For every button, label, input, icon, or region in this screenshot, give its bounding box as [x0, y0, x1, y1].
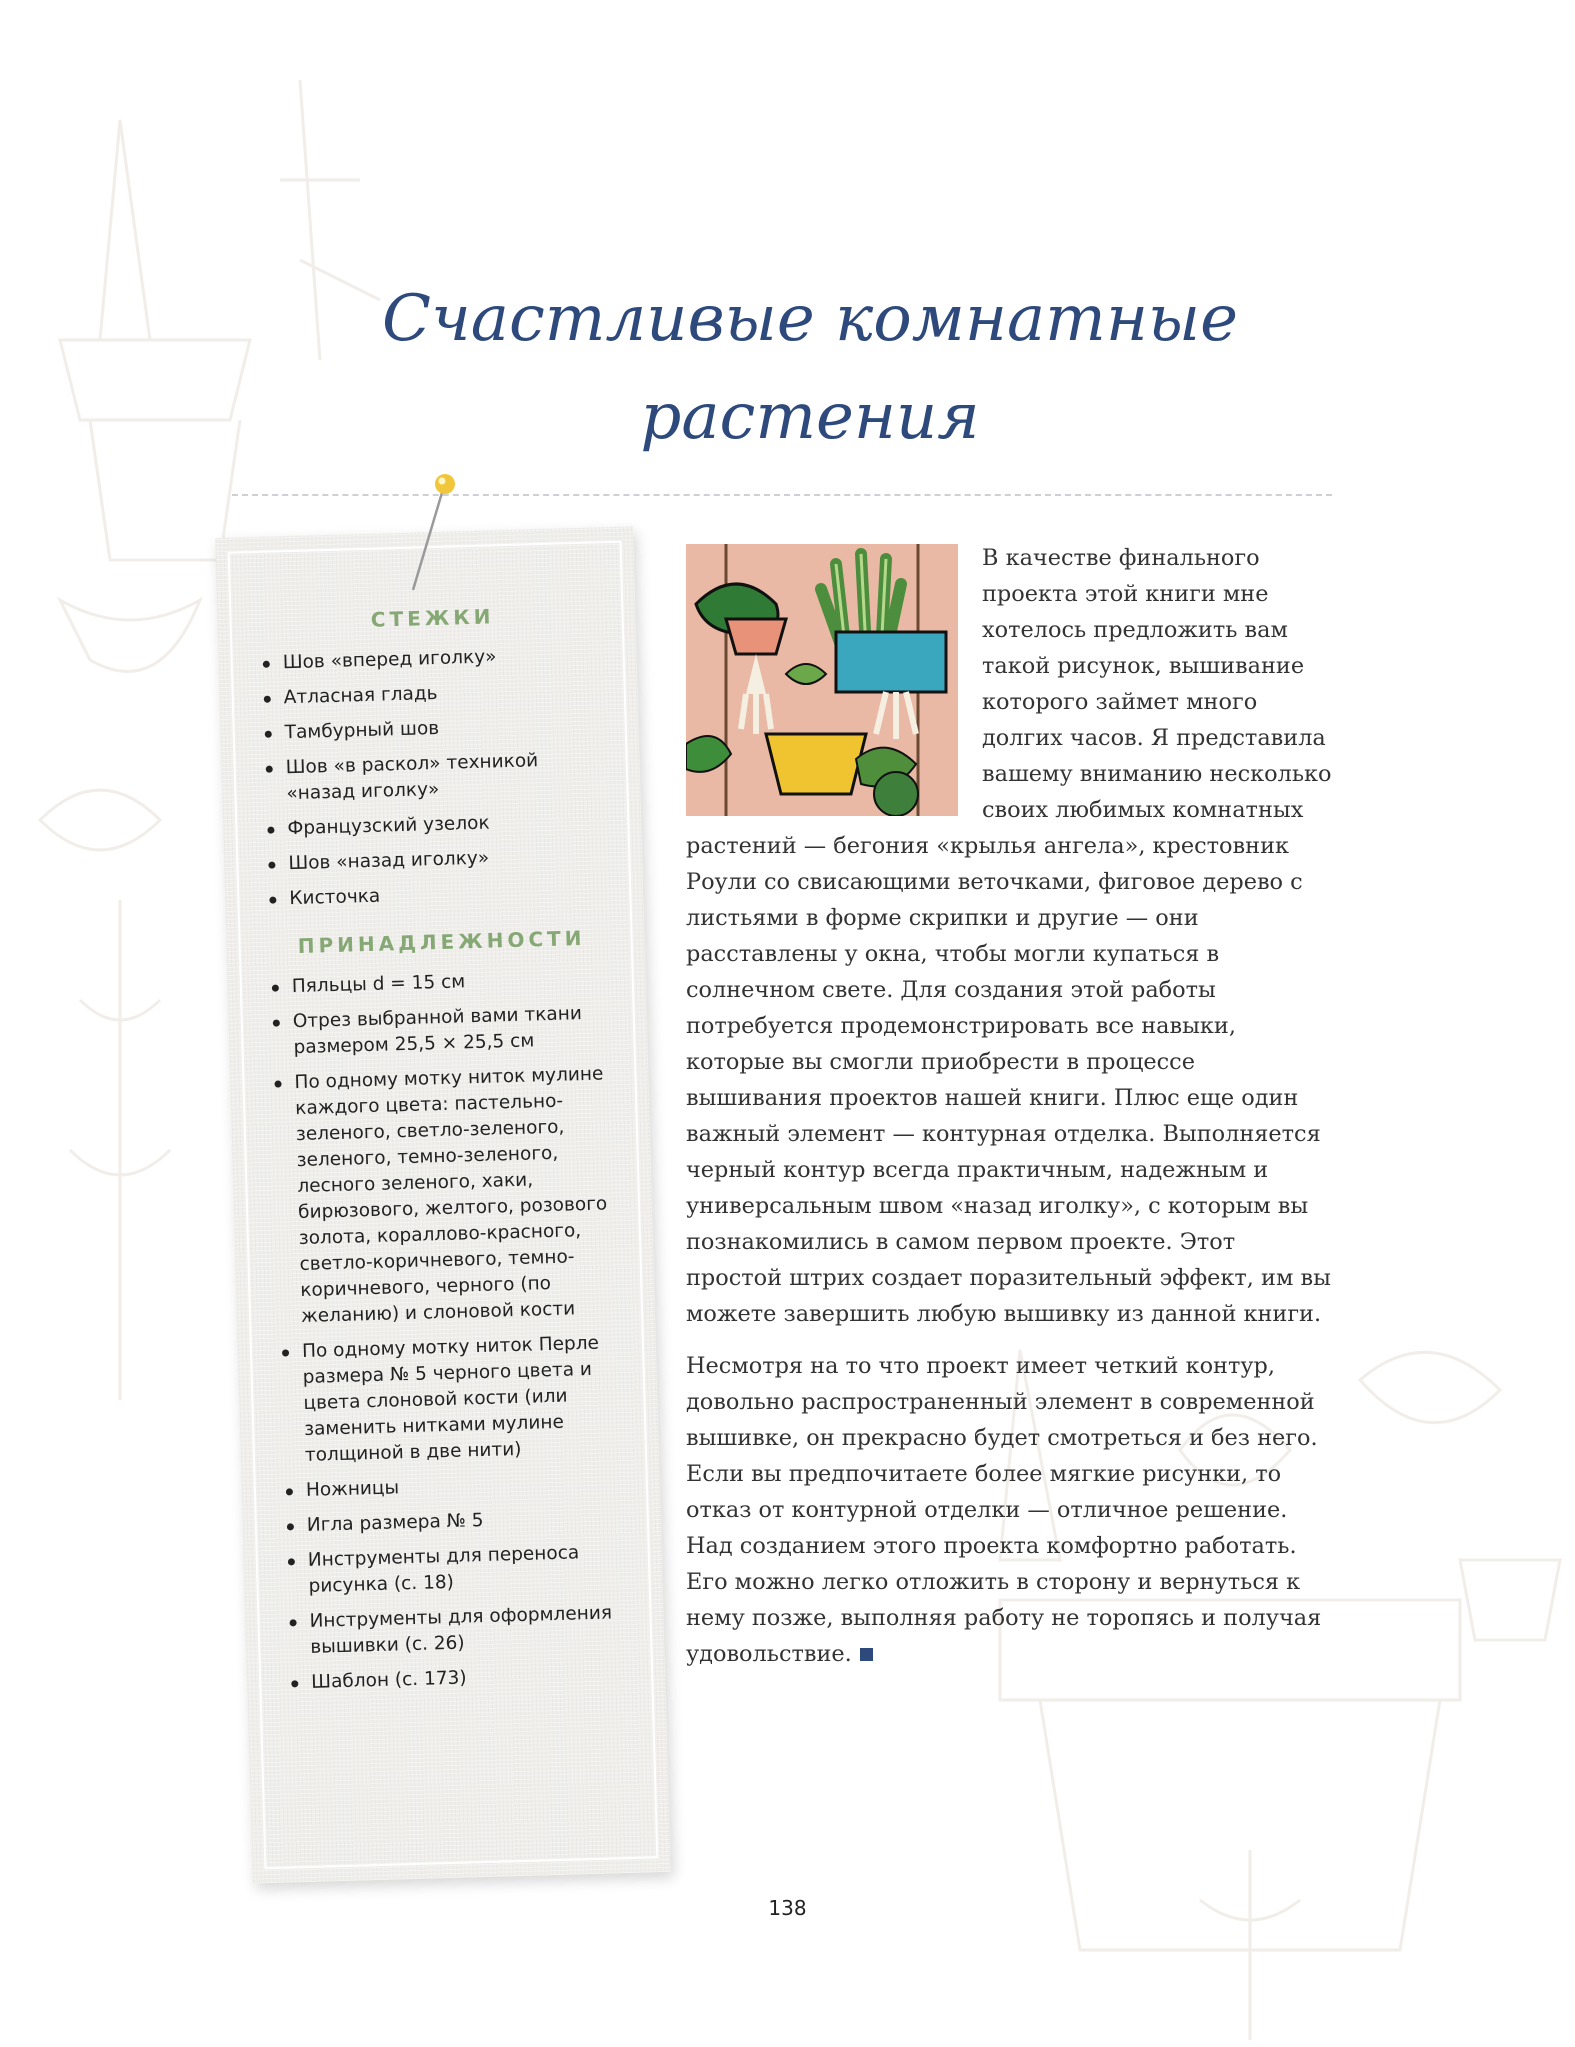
supply-item: Инструменты для оформления вышивки (с. 26)	[287, 1600, 634, 1662]
page-number: 138	[768, 1896, 807, 1920]
supply-item: Отрез выбранной вами ткани размером 25,5 × 25,5 см	[270, 1000, 617, 1062]
supply-item: Инструменты для переноса рисунка (с. 18)	[286, 1539, 633, 1601]
supplies-card-frame	[228, 541, 659, 1869]
stitches-list	[260, 641, 613, 913]
supply-item: Ножницы	[284, 1469, 631, 1505]
supplies-heading: ПРИНАДЛЕЖНОСТИ	[297, 925, 586, 958]
page-title	[310, 270, 1310, 466]
stitch-item: Кисточка	[267, 877, 614, 913]
supply-item: Пяльцы d = 15 см	[270, 965, 617, 1001]
article-paragraph-1: В качестве финального проекта этой книги мне хотелось предложить вам такой рисунок, вышивание которого займет много долгих часов. Я представила вашему вниманию несколько своих любимых комнатных растений — бегония «крылья ангела», крестовник Роули со свисающими веточками, фиговое дерево с листьями в форме скрипки и другие — они расставлены у окна, чтобы могли купаться в солнечном свете. Для создания этой работы потребуется продемонстрировать все навыки, которые вы смогли приобрести в процессе вышивания проектов нашей книги. Плюс еще один важный элемент — контурная отделка. Выполняется черный контур всегда практичным, надежным и универсальным швом «назад иголку», с которым вы познакомились в самом первом проекте. Этот простой штрих создает поразительный эффект, им вы можете завершить любую вышивку из данной книги.	[686, 545, 1332, 1327]
photo-float-spacer	[686, 540, 982, 828]
supplies-list	[270, 965, 636, 1696]
page-title-line-2: растения	[640, 380, 980, 454]
supply-item: По одному мотку ниток Перле размера № 5 черного цвета и цвета слоновой кости (или заменить нитками мулине толщиной в две нити)	[280, 1330, 629, 1470]
supplies-card	[215, 526, 670, 1883]
supply-item: Шаблон (с. 173)	[289, 1661, 636, 1697]
article-paragraph-2	[686, 1348, 1332, 1672]
page-title-line-1: Счастливые комнатные	[382, 282, 1238, 356]
stitches-heading: СТЕЖКИ	[370, 604, 495, 632]
end-of-article-mark	[860, 1648, 873, 1661]
supply-item: Игла размера № 5	[285, 1504, 632, 1540]
stitch-item: Шов «в раскол» техникой «назад иголку»	[263, 746, 610, 808]
dashed-divider	[232, 494, 1332, 496]
stitch-item: Французский узелок	[265, 807, 612, 843]
supply-item: По одному мотку ниток мулине каждого цвета: пастельно-зеленого, светло-зеленого, зеленого, темно-зеленого, лесного зеленого, хаки, бирюзового, желтого, розового золота, кораллово-красного, светло-коричневого, темно-коричневого, черного (по желанию) и слоновой кости	[272, 1061, 625, 1331]
article-body	[686, 540, 1332, 1672]
stitch-item: Шов «вперед иголку»	[260, 641, 607, 677]
stitch-item: Шов «назад иголку»	[266, 842, 613, 878]
stitch-item: Атласная гладь	[261, 676, 608, 712]
stitch-item: Тамбурный шов	[262, 711, 609, 747]
article-paragraph-2-text: Несмотря на то что проект имеет четкий контур, довольно распространенный элемент в современной вышивке, он прекрасно будет смотреться и без него. Если вы предпочитаете более мягкие рисунки, то отказ от контурной отделки — отличное решение. Над созданием этого проекта комфортно работать. Его можно легко отложить в сторону и вернуться к нему позже, выполняя работу не торопясь и получая удовольствие.	[686, 1353, 1322, 1667]
